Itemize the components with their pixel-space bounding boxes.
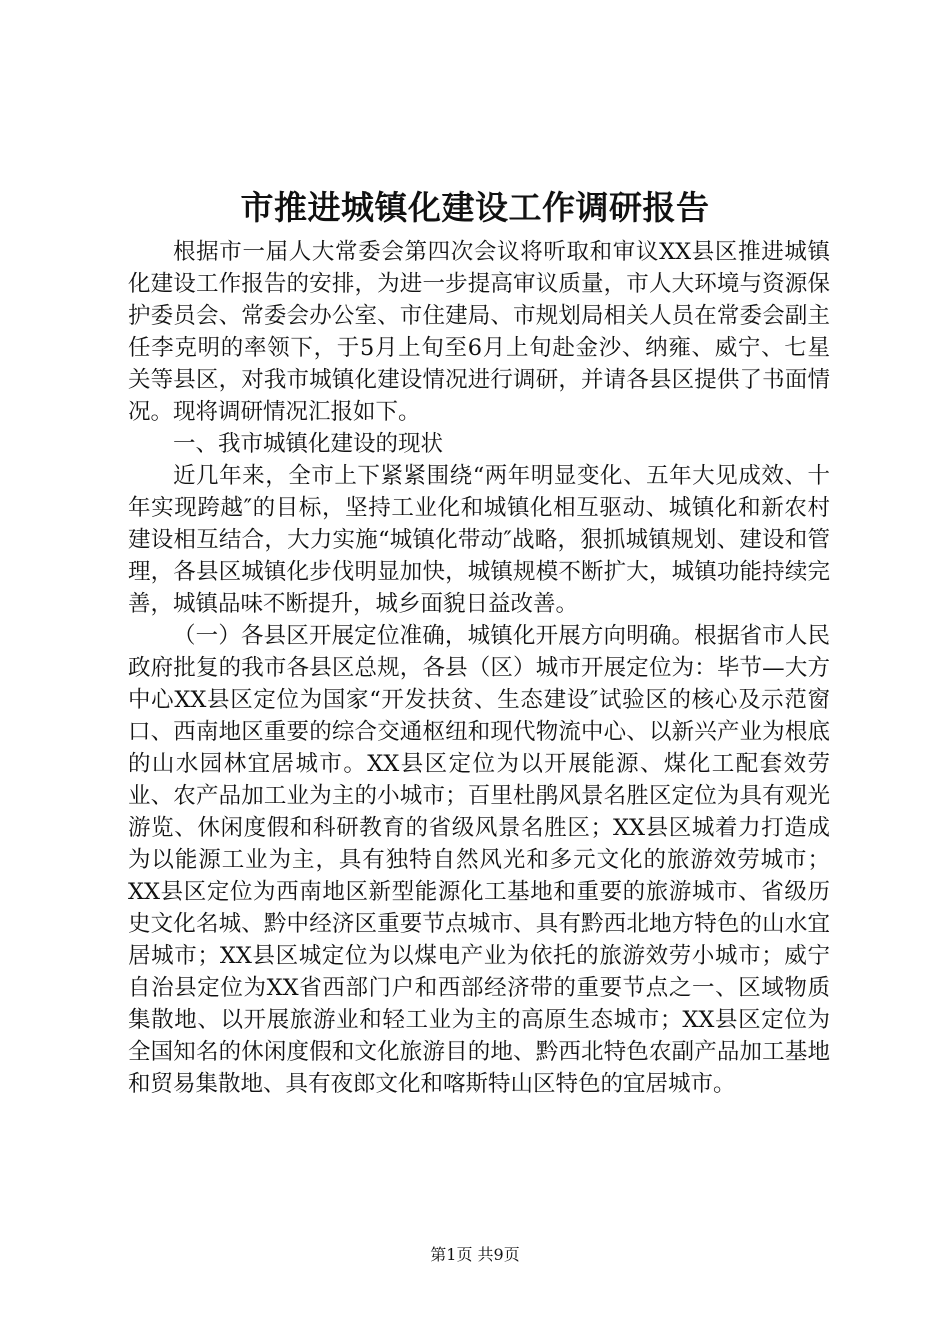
status-paragraph: 近几年来，全市上下紧紧围绕“两年明显变化、五年大见成效、十年实现跨越″的目标，坚持工业化和城镇化相互驱动、城镇化和新农村建设相互结合，大力实施“城镇化带动″战略，狠抓城镇规划、建设和管理，各县区城镇化步伐明显加快，城镇规模不断扩大，城镇功能持续完善，城镇品味不断提升，城乡面貌日益改善。 [128,463,830,617]
document-body [128,236,830,1100]
document-title: 市推进城镇化建设工作调研报告 [240,188,710,227]
intro-paragraph: 根据市一届人大常委会第四次会议将听取和审议XX县区推进城镇化建设工作报告的安排，为进一步提高审议质量，市人大环境与资源保护委员会、常委会办公室、市住建局、市规划局相关人员在常委会副主任李克明的率领下，于5月上旬至6月上旬赴金沙、纳雍、威宁、七星关等县区，对我市城镇化建设情况进行调研，并请各县区提供了书面情况。现将调研情况汇报如下。 [128,239,830,425]
section-heading: 一、我市城镇化建设的现状 [173,431,444,457]
positioning-paragraph: （一）各县区开展定位准确，城镇化开展方向明确。根据省市人民政府批复的我市各县区总规，各县（区）城市开展定位为：毕节—大方中心XX县区定位为国家“开发扶贫、生态建设″试验区的核心及示范窗口、西南地区重要的综合交通枢纽和现代物流中心、以新兴产业为根底的山水园林宜居城市。XX县区定位为以开展能源、煤化工配套效劳业、农产品加工业为主的小城市；百里杜鹃风景名胜区定位为具有观光游览、休闲度假和科研教育的省级风景名胜区；XX县区城着力打造成为以能源工业为主，具有独特自然风光和多元文化的旅游效劳城市；XX县区定位为西南地区新型能源化工基地和重要的旅游城市、省级历史文化名城、黔中经济区重要节点城市、具有黔西北地方特色的山水宜居城市；XX县区城定位为以煤电产业为依托的旅游效劳小城市；威宁自治县定位为XX省西部门户和西部经济带的重要节点之一、区域物质集散地、以开展旅游业和轻工业为主的高原生态城市；XX县区定位为全国知名的休闲度假和文化旅游目的地、黔西北特色农副产品加工基地和贸易集散地、具有夜郎文化和喀斯特山区特色的宜居城市。 [128,623,830,1097]
page-number-footer: 第1页 共9页 [430,1245,520,1264]
